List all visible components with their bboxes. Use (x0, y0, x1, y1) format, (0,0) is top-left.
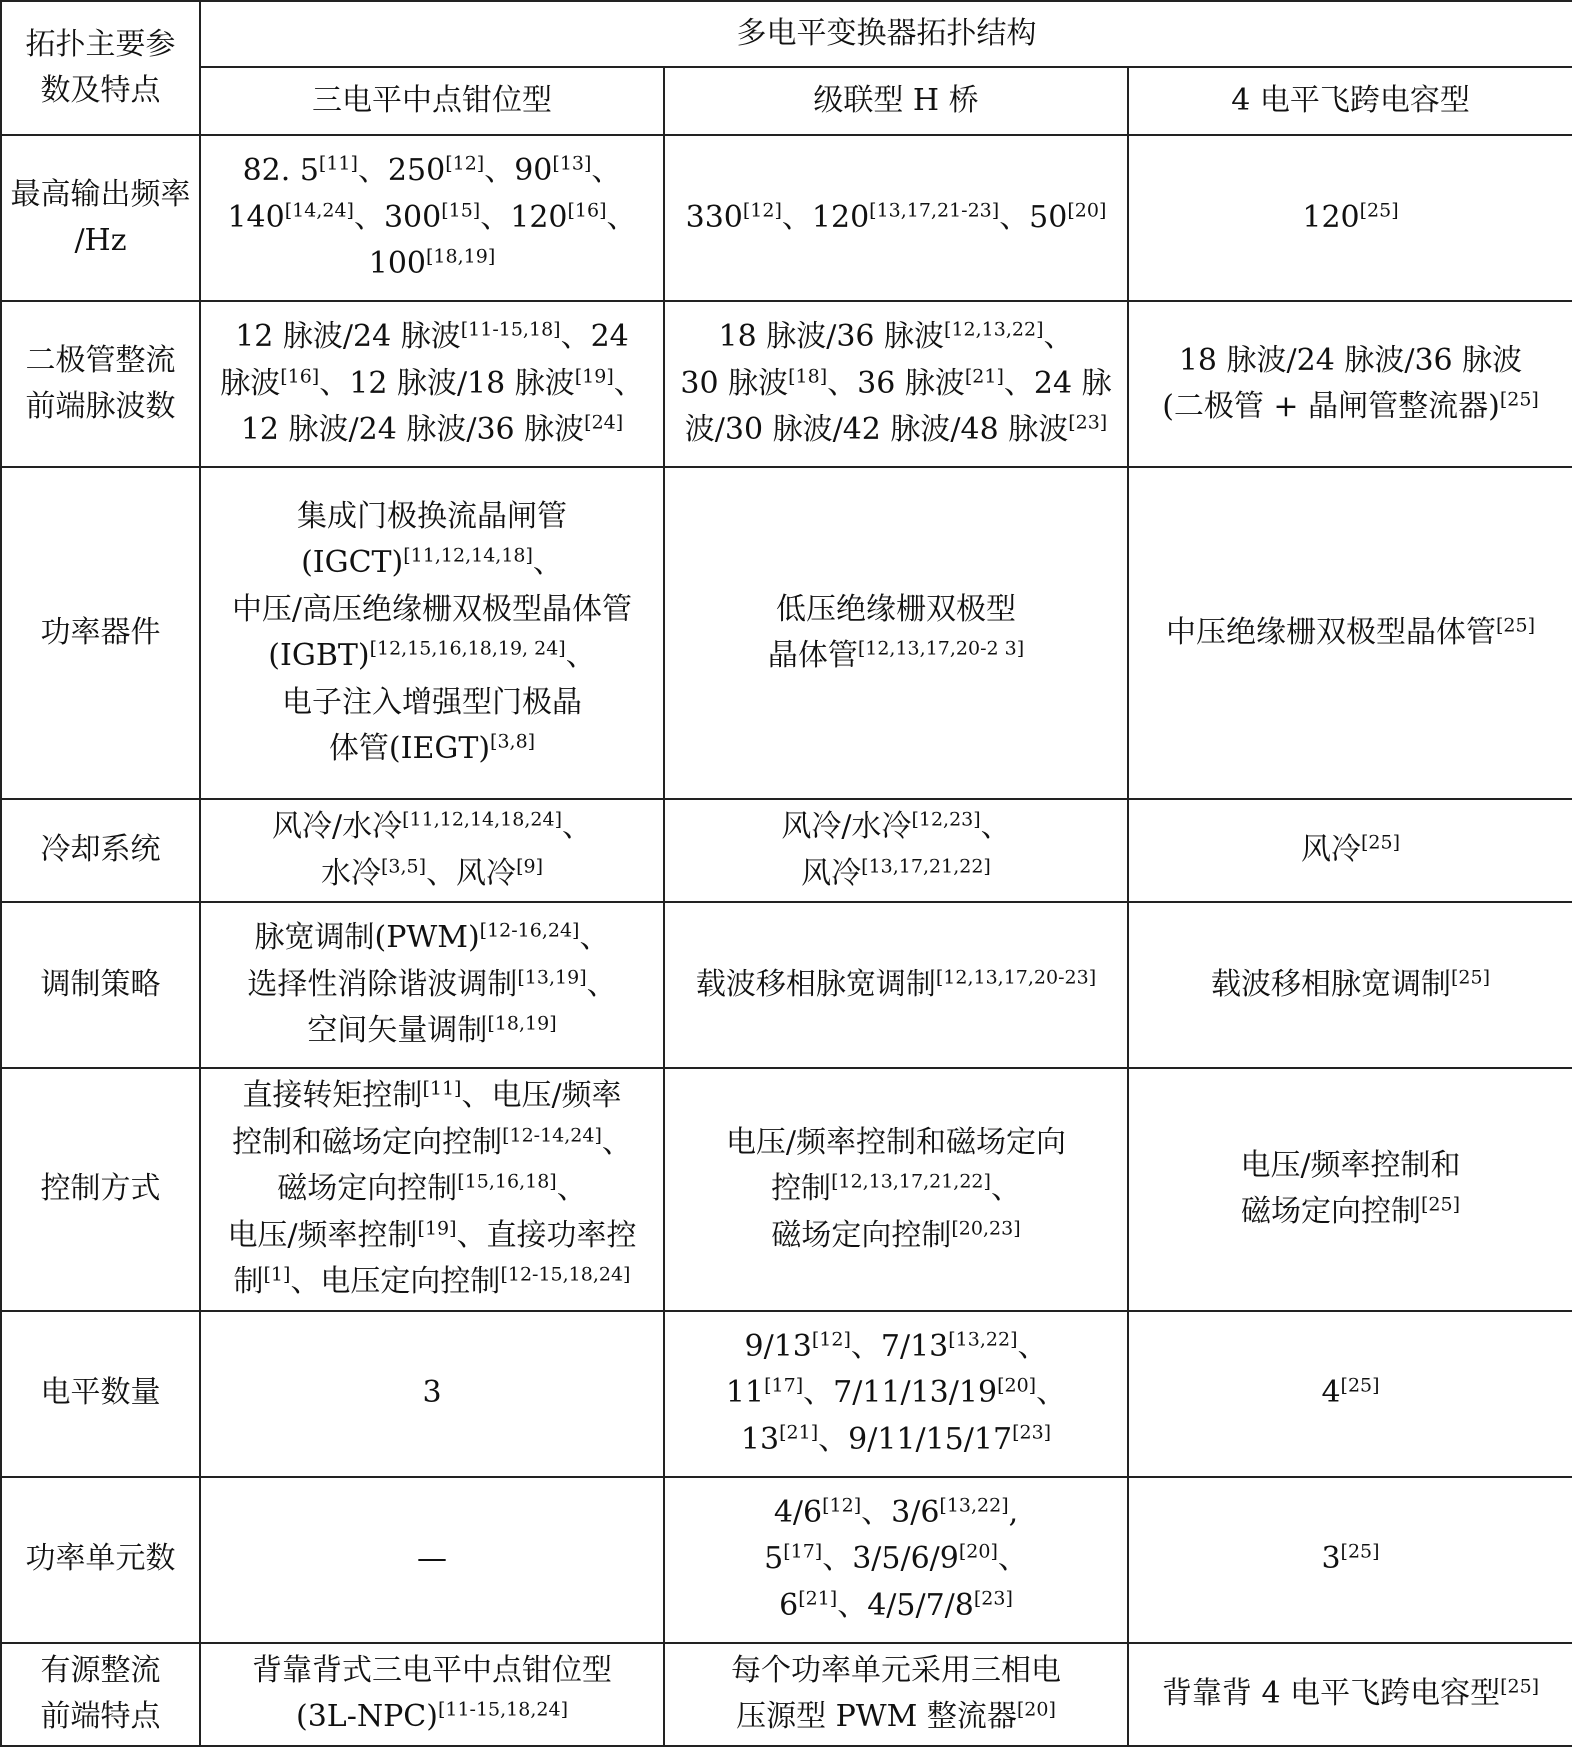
cell-npc (200, 1311, 664, 1477)
table-row (1, 1311, 1572, 1477)
cell-line: 120[25] (1302, 199, 1399, 235)
citation-ref: [20,23] (951, 1217, 1021, 1240)
cell-line: 140[14,24]、300[15]、120[16]、 (227, 199, 637, 235)
cell-line: 风冷/水冷[12,23]、 (781, 808, 1011, 844)
cell-npc (200, 1477, 664, 1643)
cell-npc (200, 135, 664, 301)
citation-ref: [21] (964, 365, 1004, 388)
citation-ref: [13] (552, 152, 592, 175)
citation-ref: [12-16,24] (479, 919, 580, 942)
citation-ref: [15] (441, 199, 481, 222)
cell-line: 前端特点 (40, 1699, 161, 1734)
cell-line: /Hz (74, 223, 127, 258)
cell-fc (1128, 902, 1572, 1068)
cell-line: 冷却系统 (40, 832, 161, 868)
cell-chb (664, 135, 1128, 301)
cell-line: 4/6[12]、3/6[13,22], (773, 1494, 1019, 1530)
cell-line: 中压/高压绝缘栅双极型晶体管 (231, 591, 633, 627)
citation-ref: [20] (997, 1374, 1037, 1397)
corner-header-line: 拓扑主要参 (25, 26, 176, 62)
cell-chb (664, 467, 1128, 799)
citation-ref: [3,8] (490, 730, 536, 753)
cell-fc (1128, 1311, 1572, 1477)
cell-line: 18 脉波/24 脉波/36 脉波 (1178, 342, 1523, 378)
cell-line: 中压绝缘栅双极型晶体管[25] (1166, 614, 1536, 650)
cell-line: 压源型 PWM 整流器[20] (736, 1698, 1056, 1734)
cell-line: 4[25] (1321, 1374, 1380, 1411)
citation-ref: [25] (1496, 614, 1536, 637)
citation-ref: [25] (1361, 831, 1401, 854)
citation-ref: [12] (742, 199, 782, 222)
citation-ref: [11] (318, 152, 358, 175)
cell-fc (1128, 1477, 1572, 1643)
citation-ref: [20] (1067, 199, 1107, 222)
cell-line: 有源整流 (40, 1652, 161, 1688)
citation-ref: [25] (1421, 1193, 1461, 1216)
corner-header (1, 1, 200, 135)
row-label (1, 135, 200, 301)
table-row (1, 799, 1572, 902)
cell-line: 脉波[16]、12 脉波/18 脉波[19]、 (220, 365, 644, 401)
citation-ref: [24] (584, 411, 624, 434)
cell-chb (664, 799, 1128, 902)
cell-line: 载波移相脉宽调制[25] (1211, 966, 1491, 1002)
citation-ref: [25] (1359, 199, 1399, 222)
cell-line: 电子注入增强型门极晶 (282, 684, 582, 720)
citation-ref: [19] (417, 1217, 457, 1240)
cell-npc (200, 902, 664, 1068)
cell-line: 低压绝缘栅双极型 (776, 591, 1016, 627)
citation-ref: [20] (1016, 1698, 1056, 1721)
cell-line: 3 (422, 1375, 442, 1411)
cell-line: 电压/频率控制和磁场定向 (725, 1124, 1067, 1160)
cell-line: 制[1]、电压定向控制[12-15,18,24] (233, 1263, 631, 1299)
cell-chb (664, 1477, 1128, 1643)
citation-ref: [21] (798, 1587, 838, 1610)
cell-npc (200, 1643, 664, 1746)
cell-line: 背靠背式三电平中点钳位型 (252, 1652, 612, 1688)
column-header-fc: 4 电平飞跨电容型 (1128, 67, 1572, 135)
cell-npc (200, 1068, 664, 1311)
table-row (1, 301, 1572, 467)
citation-ref: [13,19] (517, 966, 587, 989)
citation-ref: [12] (822, 1494, 862, 1517)
table-row (1, 135, 1572, 301)
citation-ref: [16] (280, 365, 320, 388)
cell-line: 控制[12,13,17,21,22]、 (771, 1170, 1021, 1206)
row-label (1, 301, 200, 467)
cell-line: — (417, 1541, 447, 1577)
cell-line: 晶体管[12,13,17,20-2 3] (767, 637, 1025, 673)
cell-line: (IGCT)[11,12,14,18]、 (301, 544, 563, 580)
citation-ref: [25] (1499, 388, 1539, 411)
cell-line: 空间矢量调制[18,19] (307, 1012, 557, 1049)
citation-ref: [18] (788, 365, 828, 388)
citation-ref: [20] (958, 1540, 998, 1563)
citation-ref: [12,13,22] (944, 318, 1044, 341)
citation-ref: [13,22] (948, 1328, 1018, 1351)
cell-line: 功率单元数 (25, 1541, 176, 1577)
cell-line: 100[18,19] (368, 245, 496, 282)
cell-line: 82. 5[11]、250[12]、90[13]、 (242, 152, 622, 189)
cell-fc (1128, 799, 1572, 902)
cell-line: 330[12]、120[13,17,21-23]、50[20] (685, 199, 1107, 235)
cell-line: 波/30 脉波/42 脉波/48 脉波[23] (684, 411, 1108, 448)
citation-ref: [25] (1340, 1540, 1380, 1563)
citation-ref: [11-15,18,24] (437, 1698, 568, 1721)
cell-line: 电压/频率控制和 (1240, 1147, 1461, 1183)
cell-line: 最高输出频率 (10, 176, 191, 212)
cell-line: 6[21]、4/5/7/8[23] (779, 1587, 1013, 1623)
cell-line: 9/13[12]、7/13[13,22]、 (744, 1328, 1048, 1364)
row-label (1, 1311, 200, 1477)
table-row (1, 1643, 1572, 1746)
cell-line: 前端脉波数 (25, 389, 176, 424)
citation-ref: [11,12,14,18,24] (402, 808, 562, 831)
cell-line: 背靠背 4 电平飞跨电容型[25] (1161, 1675, 1540, 1711)
citation-ref: [12,13,17,21,22] (831, 1170, 991, 1193)
citation-ref: [13,17,21-23] (869, 199, 1000, 222)
citation-ref: [13,17,21,22] (861, 855, 991, 878)
cell-line: 集成门极换流晶闸管 (297, 498, 567, 534)
cell-line: 18 脉波/36 脉波[12,13,22]、 (718, 318, 1074, 355)
cell-chb (664, 1068, 1128, 1311)
cell-line: 控制和磁场定向控制[12-14,24]、 (232, 1124, 632, 1160)
citation-ref: [23] (1068, 411, 1108, 434)
cell-line: (3L-NPC)[11-15,18,24] (296, 1698, 568, 1734)
table-body (1, 135, 1572, 1746)
cell-line: 12 脉波/24 脉波[11-15,18]、24 (235, 318, 629, 355)
row-label (1, 1643, 200, 1746)
table-row (1, 1477, 1572, 1643)
cell-line: 11[17]、7/11/13/19[20]、 (725, 1374, 1067, 1411)
cell-line: 30 脉波[18]、36 脉波[21]、24 脉 (680, 365, 1112, 401)
table-row (1, 1068, 1572, 1311)
citation-ref: [19] (574, 365, 614, 388)
citation-ref: [12] (811, 1328, 851, 1351)
cell-line: 电压/频率控制[19]、直接功率控 (227, 1217, 637, 1253)
cell-chb (664, 1311, 1128, 1477)
citation-ref: [12,23] (911, 808, 981, 831)
row-label (1, 902, 200, 1068)
citation-ref: [12,13,17,20-2 3] (857, 637, 1025, 660)
citation-ref: [16] (567, 199, 607, 222)
citation-ref: [17] (783, 1540, 823, 1563)
cell-line: 风冷/水冷[11,12,14,18,24]、 (272, 808, 592, 844)
citation-ref: [23] (973, 1587, 1013, 1610)
citation-ref: [25] (1500, 1675, 1540, 1698)
citation-ref: [9] (516, 855, 543, 878)
cell-line: 调制策略 (40, 966, 161, 1002)
column-header-npc: 三电平中点钳位型 (200, 67, 664, 135)
citation-ref: [12-14,24] (502, 1124, 602, 1147)
citation-ref: [11-15,18] (460, 318, 561, 341)
cell-fc (1128, 467, 1572, 799)
cell-npc (200, 301, 664, 467)
cell-line: 二极管整流 (25, 342, 176, 378)
citation-ref: [1] (263, 1263, 291, 1286)
citation-ref: [11] (422, 1077, 462, 1100)
cell-line: 风冷[13,17,21,22] (801, 855, 991, 891)
cell-chb (664, 902, 1128, 1068)
table-row (1, 467, 1572, 799)
cell-fc (1128, 1068, 1572, 1311)
cell-line: 载波移相脉宽调制[12,13,17,20-23] (695, 966, 1097, 1002)
citation-ref: [23] (1012, 1421, 1052, 1444)
row-label (1, 467, 200, 799)
citation-ref: [12,13,17,20-23] (935, 966, 1097, 989)
cell-line: 磁场定向控制[25] (1241, 1193, 1461, 1230)
cell-line: (二极管 + 晶闸管整流器)[25] (1162, 388, 1539, 424)
cell-line: 电平数量 (40, 1375, 161, 1411)
column-header-chb: 级联型 H 桥 (664, 67, 1128, 135)
cell-line: 脉宽调制(PWM)[12-16,24]、 (254, 919, 610, 956)
citation-ref: [11,12,14,18] (403, 544, 533, 567)
cell-chb (664, 1643, 1128, 1746)
cell-npc (200, 799, 664, 902)
cell-line: 控制方式 (40, 1171, 161, 1206)
cell-fc (1128, 301, 1572, 467)
cell-line: 水冷[3,5]、风冷[9] (321, 855, 543, 891)
cell-line: 直接转矩控制[11]、电压/频率 (242, 1077, 622, 1113)
citation-ref: [18,19] (487, 1012, 557, 1035)
citation-ref: [25] (1451, 966, 1491, 989)
citation-ref: [14,24] (284, 199, 354, 222)
cell-fc (1128, 1643, 1572, 1746)
header-row-2 (1, 67, 1572, 135)
citation-ref: [13,22] (939, 1494, 1009, 1517)
cell-line: 选择性消除谐波调制[13,19]、 (247, 966, 617, 1002)
cell-fc (1128, 135, 1572, 301)
header-row-1 (1, 1, 1572, 67)
cell-line: 功率器件 (40, 614, 161, 650)
citation-ref: [15,16,18] (457, 1170, 557, 1193)
cell-line: (IGBT)[12,15,16,18,19, 24]、 (268, 637, 596, 673)
group-header: 多电平变换器拓扑结构 (200, 1, 1572, 67)
citation-ref: [25] (1340, 1374, 1380, 1397)
cell-chb (664, 301, 1128, 467)
cell-line: 12 脉波/24 脉波/36 脉波[24] (240, 411, 624, 448)
cell-line: 3[25] (1321, 1540, 1380, 1577)
cell-line: 5[17]、3/5/6/9[20]、 (764, 1540, 1028, 1577)
cell-line: 每个功率单元采用三相电 (731, 1652, 1061, 1688)
citation-ref: [12,15,16,18,19, 24] (369, 637, 566, 660)
cell-line: 13[21]、9/11/15/17[23] (740, 1421, 1052, 1457)
row-label (1, 1477, 200, 1643)
citation-ref: [18,19] (426, 245, 496, 268)
cell-line: 磁场定向控制[15,16,18]、 (277, 1170, 587, 1206)
cell-line: 体管(IEGT)[3,8] (328, 730, 536, 766)
table-row (1, 902, 1572, 1068)
cell-line: 风冷[25] (1301, 831, 1401, 868)
row-label (1, 799, 200, 902)
cell-line: 磁场定向控制[20,23] (771, 1217, 1021, 1253)
citation-ref: [12-15,18,24] (500, 1263, 631, 1286)
citation-ref: [12] (445, 152, 485, 175)
corner-header-line: 数及特点 (40, 73, 161, 108)
row-label (1, 1068, 200, 1311)
citation-ref: [21] (779, 1421, 819, 1444)
citation-ref: [3,5] (381, 855, 427, 878)
cell-npc (200, 467, 664, 799)
citation-ref: [17] (764, 1374, 804, 1397)
